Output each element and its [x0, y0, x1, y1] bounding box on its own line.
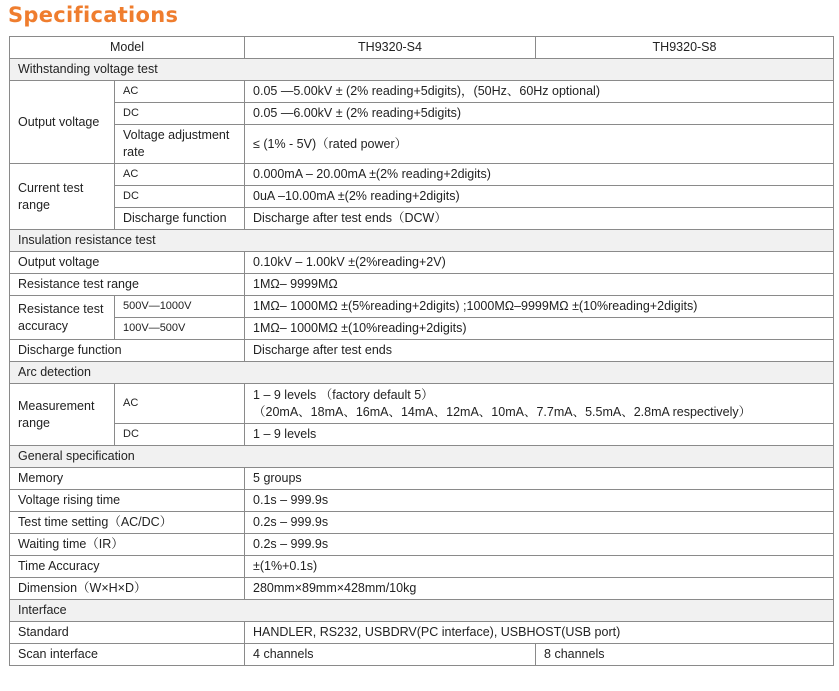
table-row — [10, 578, 834, 600]
table-row — [10, 490, 834, 512]
section-withstanding: Withstanding voltage test — [10, 59, 834, 81]
arc-ac-value — [245, 384, 834, 424]
current-range-label: Current test range — [10, 164, 115, 230]
model-header: Model — [10, 37, 245, 59]
waiting-time-value: 0.2s – 999.9s — [245, 534, 834, 556]
table-row — [10, 103, 834, 125]
resistance-range-value: 1MΩ– 9999MΩ — [245, 274, 834, 296]
table-row — [10, 644, 834, 666]
arc-ac-value-line1: 1 – 9 levels （factory default 5） — [253, 387, 434, 402]
rising-time-label: Voltage rising time — [10, 490, 245, 512]
table-row — [10, 81, 834, 103]
page-title: Specifications — [8, 3, 179, 27]
section-row — [10, 59, 834, 81]
discharge-function-value: Discharge after test ends（DCW） — [245, 208, 834, 230]
ir-output-voltage-label: Output voltage — [10, 252, 245, 274]
table-row — [10, 622, 834, 644]
table-row — [10, 512, 834, 534]
measurement-range-label: Measurement range — [10, 384, 115, 446]
table-row — [10, 424, 834, 446]
scan-s8-value: 8 channels — [536, 644, 834, 666]
ir-discharge-value: Discharge after test ends — [245, 340, 834, 362]
output-voltage-label: Output voltage — [10, 81, 115, 164]
current-ac-label: AC — [115, 164, 245, 186]
section-interface: Interface — [10, 600, 834, 622]
ir-output-voltage-value: 0.10kV – 1.00kV ±(2%reading+2V) — [245, 252, 834, 274]
waiting-time-label: Waiting time（IR） — [10, 534, 245, 556]
table-row — [10, 125, 834, 164]
standard-value: HANDLER, RS232, USBDRV(PC interface), USBHOST(USB port) — [245, 622, 834, 644]
dimension-label: Dimension（W×H×D） — [10, 578, 245, 600]
memory-label: Memory — [10, 468, 245, 490]
discharge-function-label: Discharge function — [115, 208, 245, 230]
voltage-adjustment-value: ≤ (1% - 5V)（rated power） — [245, 125, 834, 164]
arc-dc-value: 1 – 9 levels — [245, 424, 834, 446]
ac-value: 0.05 —5.00kV ± (2% reading+5digits)，(50Hz、60Hz optional) — [245, 81, 834, 103]
s8-header: TH9320-S8 — [536, 37, 834, 59]
section-row — [10, 230, 834, 252]
current-dc-label: DC — [115, 186, 245, 208]
table-row — [10, 534, 834, 556]
dc-label: DC — [115, 103, 245, 125]
memory-value: 5 groups — [245, 468, 834, 490]
accuracy-100-500-label: 100V—500V — [115, 318, 245, 340]
section-general: General specification — [10, 446, 834, 468]
table-row — [10, 274, 834, 296]
specifications-table — [9, 36, 834, 666]
section-insulation: Insulation resistance test — [10, 230, 834, 252]
arc-dc-label: DC — [115, 424, 245, 446]
table-header-row — [10, 37, 834, 59]
table-row — [10, 252, 834, 274]
scan-s4-value: 4 channels — [245, 644, 536, 666]
table-row — [10, 164, 834, 186]
rising-time-value: 0.1s – 999.9s — [245, 490, 834, 512]
s4-header: TH9320-S4 — [245, 37, 536, 59]
table-row — [10, 208, 834, 230]
accuracy-100-500-value: 1MΩ– 1000MΩ ±(10%reading+2digits) — [245, 318, 834, 340]
arc-ac-label: AC — [115, 384, 245, 424]
section-row — [10, 600, 834, 622]
scan-interface-label: Scan interface — [10, 644, 245, 666]
table-row — [10, 468, 834, 490]
table-row — [10, 556, 834, 578]
time-accuracy-label: Time Accuracy — [10, 556, 245, 578]
current-dc-value: 0uA –10.00mA ±(2% reading+2digits) — [245, 186, 834, 208]
arc-ac-value-line2: （20mA、18mA、16mA、14mA、12mA、10mA、7.7mA、5.5mA、2.8mA respectively） — [253, 404, 752, 419]
accuracy-500-1000-value: 1MΩ– 1000MΩ ±(5%reading+2digits) ;1000MΩ–9999MΩ ±(10%reading+2digits) — [245, 296, 834, 318]
ac-label: AC — [115, 81, 245, 103]
current-ac-value: 0.000mA – 20.00mA ±(2% reading+2digits) — [245, 164, 834, 186]
accuracy-500-1000-label: 500V—1000V — [115, 296, 245, 318]
resistance-range-label: Resistance test range — [10, 274, 245, 296]
table-row — [10, 340, 834, 362]
test-time-label: Test time setting（AC/DC） — [10, 512, 245, 534]
time-accuracy-value: ±(1%+0.1s) — [245, 556, 834, 578]
section-row — [10, 446, 834, 468]
table-row — [10, 384, 834, 424]
voltage-adjustment-label: Voltage adjustment rate — [115, 125, 245, 164]
table-row — [10, 296, 834, 318]
dimension-value: 280mm×89mm×428mm/10kg — [245, 578, 834, 600]
section-row — [10, 362, 834, 384]
table-row — [10, 186, 834, 208]
table-row — [10, 318, 834, 340]
dc-value: 0.05 —6.00kV ± (2% reading+5digits) — [245, 103, 834, 125]
test-time-value: 0.2s – 999.9s — [245, 512, 834, 534]
standard-label: Standard — [10, 622, 245, 644]
section-arc: Arc detection — [10, 362, 834, 384]
resistance-accuracy-label: Resistance test accuracy — [10, 296, 115, 340]
ir-discharge-label: Discharge function — [10, 340, 245, 362]
